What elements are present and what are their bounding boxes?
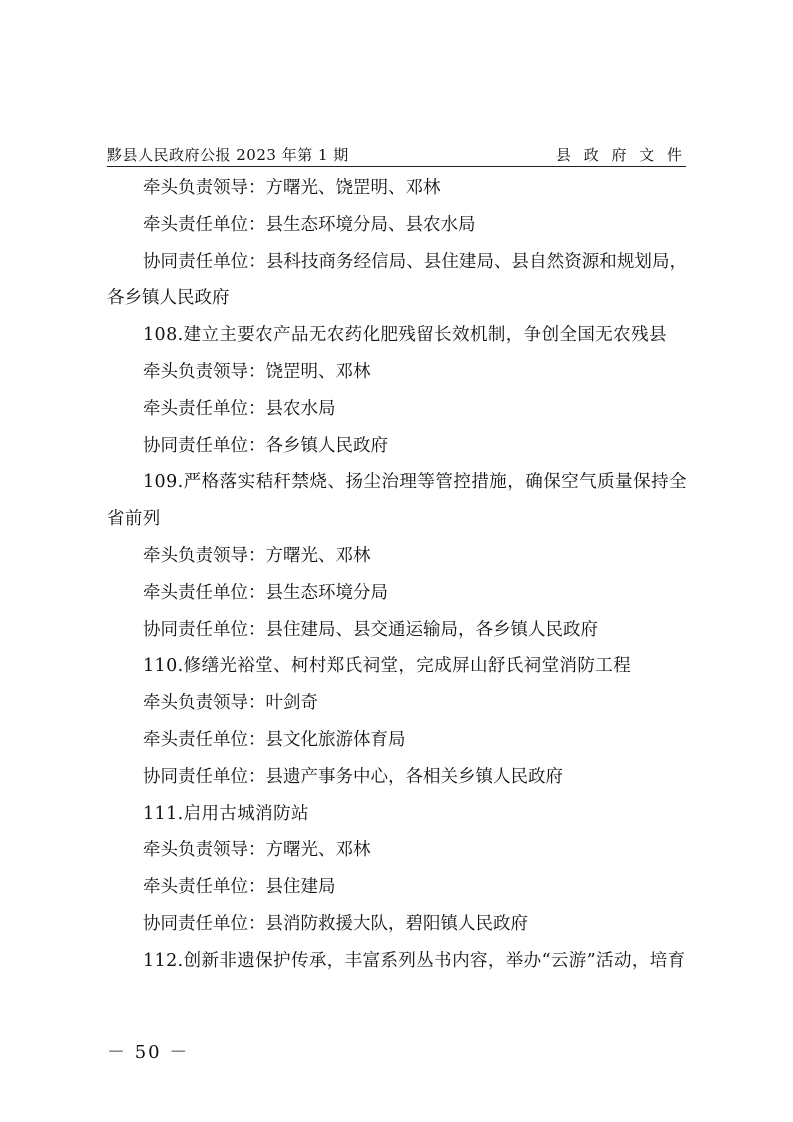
cooperating-unit-line: 协同责任单位：各乡镇人民政府: [143, 435, 388, 456]
lead-unit-line: 牵头责任单位：县生态环境分局、县农水局: [143, 214, 476, 235]
lead-leader-line: 牵头负责领导：方曙光、邓林: [143, 545, 371, 566]
lead-leader-line: 牵头负责领导：饶罡明、邓林: [143, 361, 371, 382]
lead-leader-line: 牵头负责领导：方曙光、邓林: [143, 840, 371, 861]
document-body: [107, 170, 687, 980]
item-111-title: 111.启用古城消防站: [143, 803, 309, 824]
item-109-title: 109.严格落实秸秆禁烧、扬尘治理等管控措施，确保空气质量保持全省前列: [107, 472, 687, 530]
page-header: [107, 140, 686, 166]
cooperating-unit-line: 协同责任单位：县科技商务经信局、县住建局、县自然资源和规划局，各乡镇人民政府: [107, 251, 687, 309]
cooperating-unit-line: 协同责任单位：县消防救援大队，碧阳镇人民政府: [143, 913, 528, 934]
lead-unit-line: 牵头责任单位：县文化旅游体育局: [143, 729, 406, 750]
header-rule: [107, 166, 686, 167]
item-110-title: 110.修缮光裕堂、柯村郑氏祠堂，完成屏山舒氏祠堂消防工程: [143, 656, 632, 677]
lead-unit-line: 牵头责任单位：县农水局: [143, 398, 336, 419]
header-section-title: 县 政 府 文 件: [555, 146, 686, 164]
cooperating-unit-line: 协同责任单位：县遗产事务中心，各相关乡镇人民政府: [143, 766, 563, 787]
item-108-title: 108.建立主要农产品无农药化肥残留长效机制，争创全国无农残县: [143, 325, 667, 346]
lead-unit-line: 牵头责任单位：县住建局: [143, 877, 336, 898]
lead-leader-line: 牵头负责领导：方曙光、饶罡明、邓林: [143, 178, 441, 198]
lead-leader-line: 牵头负责领导：叶剑奇: [143, 693, 318, 714]
item-112-title: 112.创新非遗保护传承，丰富系列丛书内容，举办“云游”活动，培育: [143, 950, 686, 971]
page-number: － 50 －: [107, 1042, 190, 1063]
cooperating-unit-line: 协同责任单位：县住建局、县交通运输局，各乡镇人民政府: [143, 619, 598, 640]
header-publication-title: 黟县人民政府公报 2023 年第 1 期: [107, 146, 349, 164]
lead-unit-line: 牵头责任单位：县生态环境分局: [143, 582, 388, 603]
